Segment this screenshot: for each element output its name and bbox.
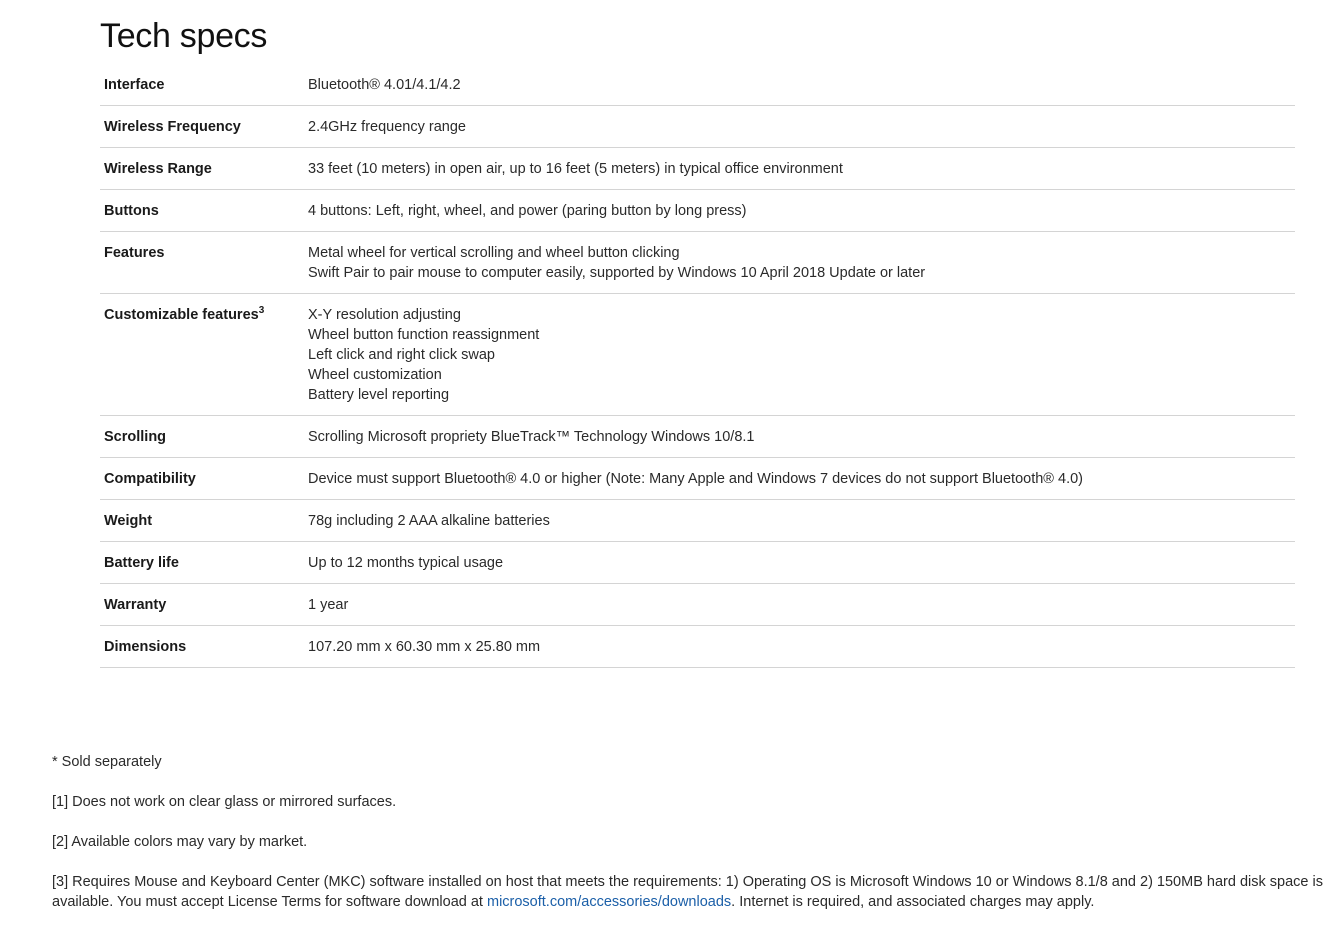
spec-value <box>308 305 1295 405</box>
footnotes <box>52 752 1342 932</box>
spec-value-line: Wheel button function reassignment <box>308 327 540 343</box>
tech-specs-table <box>100 64 1295 668</box>
spec-row-features <box>100 232 1295 294</box>
spec-value: 4 buttons: Left, right, wheel, and power (paring button by long press) <box>308 203 747 219</box>
spec-value-line: Metal wheel for vertical scrolling and wheel button clicking <box>308 245 680 261</box>
spec-value-line: Battery level reporting <box>308 387 450 403</box>
spec-row-interface <box>100 64 1295 106</box>
spec-label: Battery life <box>104 555 179 571</box>
spec-value: Bluetooth® 4.01/4.1/4.2 <box>308 77 461 93</box>
spec-row-weight <box>100 500 1295 542</box>
spec-value: 2.4GHz frequency range <box>308 119 466 135</box>
downloads-link[interactable]: microsoft.com/accessories/downloads <box>486 894 732 910</box>
footnote-3-text-end: . Internet is required, and associated charges may apply. <box>731 894 1095 910</box>
spec-value: 1 year <box>308 597 349 613</box>
spec-label <box>100 305 308 405</box>
footnote-sold-separately: * Sold separately <box>52 754 162 770</box>
spec-row-wireless-frequency <box>100 106 1295 148</box>
spec-row-dimensions <box>100 626 1295 668</box>
spec-value-line: X-Y resolution adjusting <box>308 307 461 323</box>
spec-row-scrolling <box>100 416 1295 458</box>
spec-value: Up to 12 months typical usage <box>308 555 504 571</box>
spec-value-line: Swift Pair to pair mouse to computer easily, supported by Windows 10 April 2018 Update or later <box>308 265 926 281</box>
spec-label: Features <box>104 245 165 261</box>
spec-label: Dimensions <box>104 639 187 655</box>
spec-label: Warranty <box>104 597 167 613</box>
spec-label: Wireless Range <box>104 161 212 177</box>
spec-row-wireless-range <box>100 148 1295 190</box>
spec-value <box>308 243 1295 283</box>
footnote-1: [1] Does not work on clear glass or mirrored surfaces. <box>52 794 397 810</box>
spec-value: Scrolling Microsoft propriety BlueTrack™ Technology Windows 10/8.1 <box>308 429 755 445</box>
spec-label-text: Customizable features <box>104 307 259 323</box>
spec-row-battery-life <box>100 542 1295 584</box>
spec-value: Device must support Bluetooth® 4.0 or higher (Note: Many Apple and Windows 7 devices do not support Bluetooth® 4.0) <box>308 471 1083 487</box>
spec-value-line: Left click and right click swap <box>308 347 495 363</box>
spec-value: 33 feet (10 meters) in open air, up to 16 feet (5 meters) in typical office environment <box>308 161 843 177</box>
spec-label: Wireless Frequency <box>104 119 241 135</box>
spec-row-buttons <box>100 190 1295 232</box>
spec-label: Weight <box>104 513 153 529</box>
spec-label: Compatibility <box>104 471 196 487</box>
spec-label: Buttons <box>104 203 159 219</box>
spec-row-customizable-features <box>100 294 1295 416</box>
spec-value: 78g including 2 AAA alkaline batteries <box>308 513 550 529</box>
spec-value: 107.20 mm x 60.30 mm x 25.80 mm <box>308 639 541 655</box>
page-title: Tech specs <box>100 17 268 55</box>
footnote-3 <box>52 872 1342 912</box>
spec-row-compatibility <box>100 458 1295 500</box>
spec-label: Interface <box>104 77 165 93</box>
spec-row-warranty <box>100 584 1295 626</box>
spec-value-line: Wheel customization <box>308 367 442 383</box>
footnote-3-text: [3] Requires Mouse and Keyboard Center (MKC) software installed on host that meets the requirements: 1) Operating OS is Microsoft Windows 10 or Windows 8.1/8 and 2) 150MB hard disk space is available. You must accept License Terms for software download at <box>52 874 1323 910</box>
spec-label: Scrolling <box>104 429 167 445</box>
footnote-marker: 3 <box>258 305 265 317</box>
footnote-2: [2] Available colors may vary by market. <box>52 834 308 850</box>
